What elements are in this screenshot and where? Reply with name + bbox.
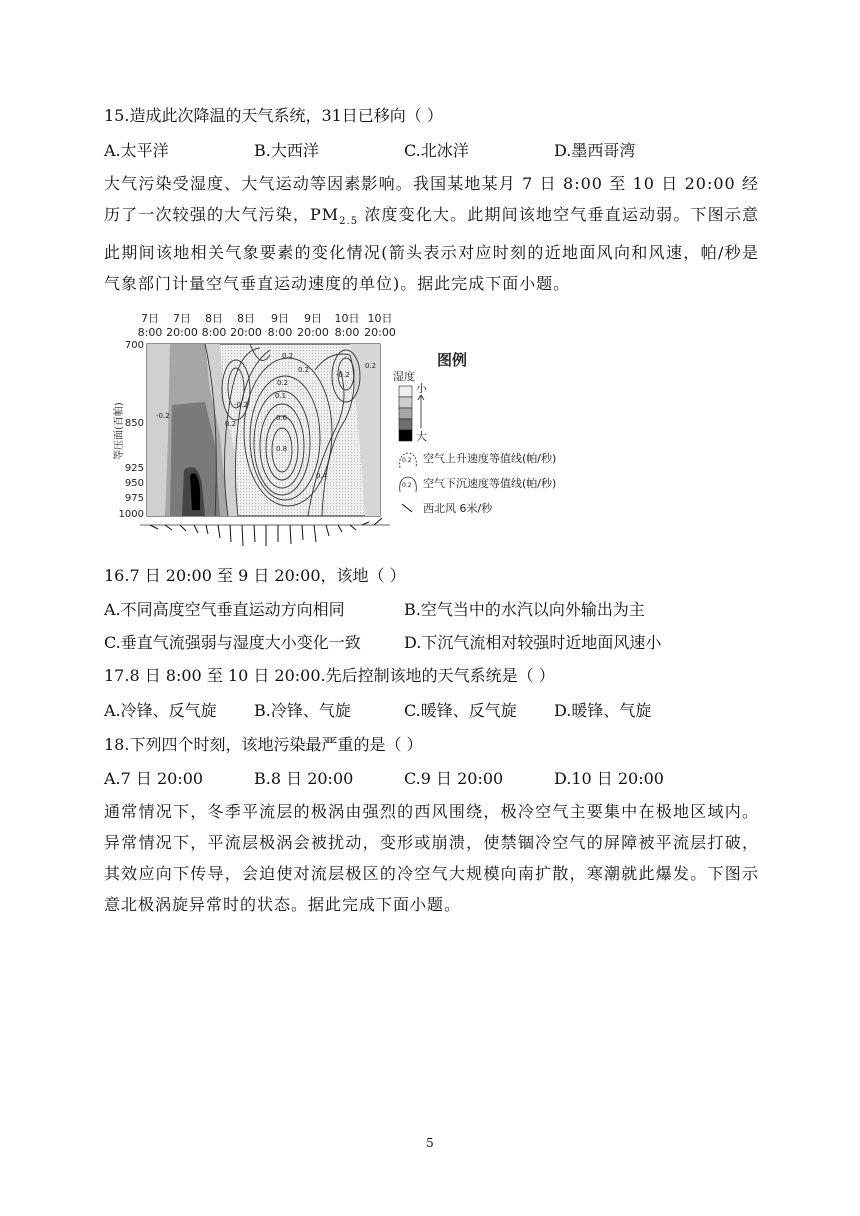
- option-b: B.8 日 20:00: [254, 769, 354, 788]
- contour-label: -0.2: [336, 371, 350, 379]
- contour-label: 0.8: [276, 445, 288, 453]
- time-label-time: 8:00: [201, 326, 227, 339]
- legend-large-label: 大: [416, 430, 427, 443]
- option-a: A.冷锋、反气旋: [104, 701, 217, 720]
- contour-label: 0.2: [282, 352, 294, 360]
- time-label-day: 8日: [205, 312, 223, 325]
- option-b: B.大西洋: [254, 141, 319, 160]
- y-tick: 850: [124, 418, 144, 429]
- time-label-time: 8:00: [267, 326, 293, 339]
- meteorology-figure: [110, 310, 580, 555]
- contour-label: 0.2: [277, 379, 289, 387]
- y-tick: 925: [124, 463, 144, 474]
- contour-label: -0.2: [234, 401, 248, 409]
- option-a: A.7 日 20:00: [104, 769, 204, 788]
- option-d: D.墨西哥湾: [554, 141, 636, 160]
- time-label-time: 20:00: [297, 326, 329, 339]
- question-15-stem: 15.造成此次降温的天气系统，31日已移向（ ）: [104, 106, 443, 125]
- option-d: D.10 日 20:00: [554, 769, 664, 788]
- contour-label: 0.4: [316, 472, 328, 480]
- contour-label: 0.2: [365, 362, 377, 370]
- sink-symbol-value: 0.2: [402, 482, 412, 489]
- contour-label: 0.6: [276, 414, 288, 422]
- option-d: D.暖锋、气旋: [554, 701, 652, 720]
- y-tick: 950: [124, 478, 144, 489]
- time-label-day: 8日: [237, 312, 255, 325]
- legend-wind-label: 西北风 6米/秒: [423, 502, 493, 515]
- time-label-day: 7日: [141, 312, 159, 325]
- legend-rise-label: 空气上升速度等值线(帕/秒): [423, 452, 557, 465]
- time-axis-labels: [138, 312, 396, 339]
- time-label-time: 8:00: [137, 326, 163, 339]
- page-number: 5: [426, 1136, 434, 1150]
- time-label-day: 9日: [304, 312, 322, 325]
- time-label-day: 10日: [334, 312, 360, 325]
- option-d: D.下沉气流相对较强时近地面风速小: [404, 633, 662, 652]
- contour-label: 0.2: [298, 366, 310, 374]
- question-17-stem: 17.8 日 8:00 至 10 日 20:00.先后控制该地的天气系统是（ ）: [104, 666, 555, 685]
- time-label-day: 7日: [173, 312, 191, 325]
- option-c: C.北冰洋: [404, 141, 469, 160]
- legend-title: 图例: [437, 351, 468, 369]
- option-b: B.冷锋、气旋: [254, 701, 351, 720]
- time-label-day: 9日: [271, 312, 289, 325]
- contour-label: 0.1: [275, 392, 287, 400]
- y-tick: 1000: [118, 509, 144, 520]
- legend-humidity-label: 湿度: [393, 370, 415, 383]
- question-18-stem: 18.下列四个时刻，该地污染最严重的是（ ）: [104, 735, 423, 754]
- option-a: A.不同高度空气垂直运动方向相同: [104, 600, 345, 619]
- legend-sink-label: 空气下沉速度等值线(帕/秒): [423, 477, 557, 490]
- intro-paragraph-2: 通常情况下，冬季平流层的极涡由强烈的西风围绕，极冷空气主要集中在极地区域内。异常情况下，平流层极涡会被扰动，变形或崩溃，使禁锢冷空气的屏障被平流层打破，其效应向下传导，会迫使对流层极区的冷空气大规模向南扩散，寒潮就此爆发。下图示意北极涡旋异常时的状态。据此完成下面小题。: [104, 802, 759, 914]
- time-label-time: 20:00: [166, 326, 198, 339]
- contour-label: 0.2: [225, 420, 237, 428]
- time-label-day: 10日: [367, 312, 393, 325]
- wind-arrows: [150, 518, 382, 546]
- humidity-legend-swatches: [399, 386, 412, 441]
- y-tick: 700: [124, 340, 144, 351]
- contour-label: -0.2: [156, 412, 170, 420]
- option-c: C.暖锋、反气旋: [404, 701, 517, 720]
- option-c: C.9 日 20:00: [404, 769, 504, 788]
- intro-paragraph-1: 大气污染受湿度、大气运动等因素影响。我国某地某月 7 日 8:00 至 10 日 20:00 经历了一次较强的大气污染，$PM_{2.5}$ 浓度变化大。此期间该地空气垂直运动弱。下图示意此期间该地相关气象要素的变化情况(箭头表示对应时刻的近地面风向和风速，帕/秒是气象部门计量空气垂直运动速度的单位)。据此完成下面小题。: [104, 174, 759, 294]
- rise-symbol-value: 0.2: [402, 457, 412, 464]
- y-tick: 975: [124, 493, 144, 504]
- time-label-time: 20:00: [364, 326, 396, 339]
- option-a: A.太平洋: [104, 141, 169, 160]
- wind-legend-arrow: [402, 504, 412, 512]
- time-label-time: 8:00: [334, 326, 360, 339]
- y-axis-title: 等压面(百帕): [114, 402, 125, 460]
- time-label-time: 20:00: [230, 326, 262, 339]
- option-c: C.垂直气流强弱与湿度大小变化一致: [104, 633, 361, 652]
- question-16-stem: 16.7 日 20:00 至 9 日 20:00，该地（ ）: [104, 566, 406, 585]
- option-b: B.空气当中的水汽以向外输出为主: [404, 600, 645, 619]
- legend-small-label: 小: [416, 382, 427, 395]
